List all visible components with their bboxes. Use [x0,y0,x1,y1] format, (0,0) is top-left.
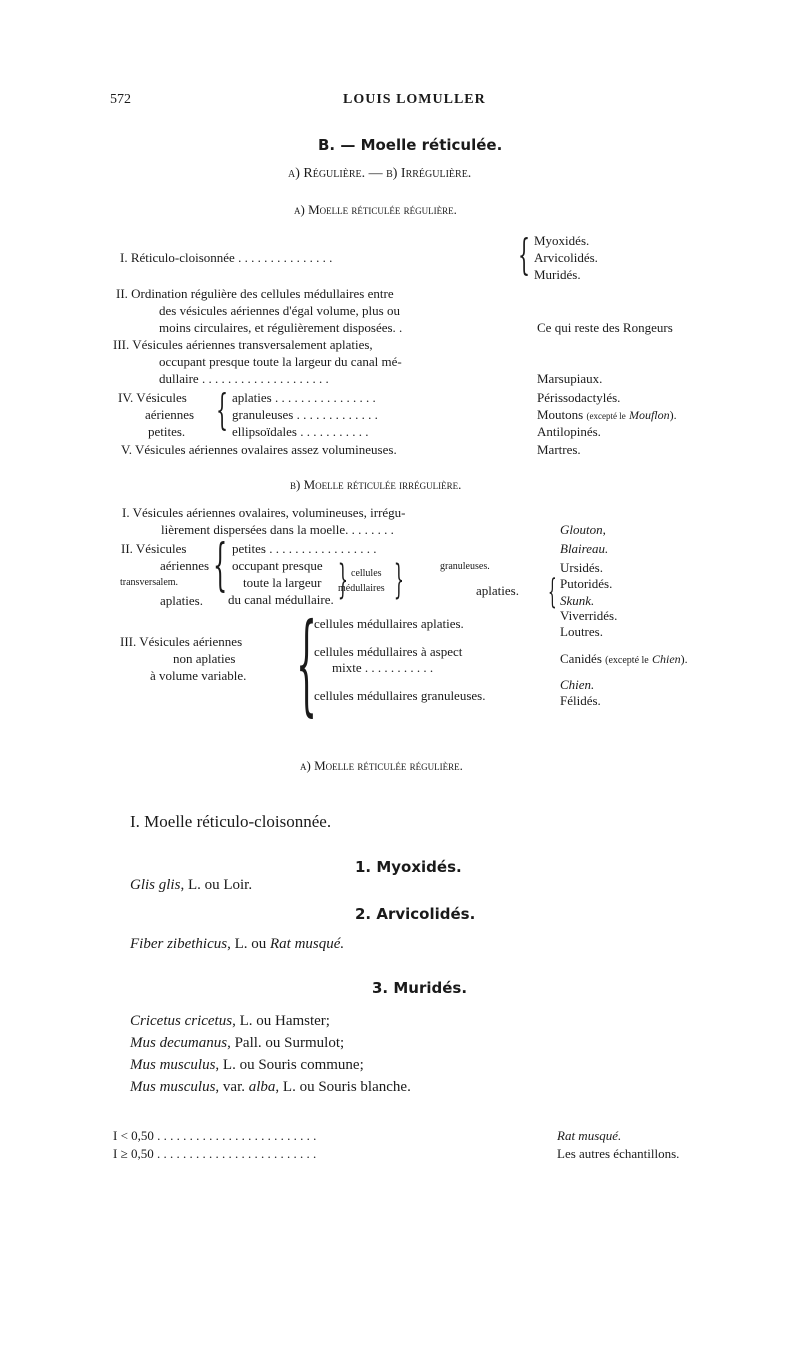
table-a-row4-item2: granuleuses . . . . . . . . . . . . . [232,407,378,422]
kind-granuleuses: granuleuses. [440,561,490,572]
family-title-arvicolides: 2. Arvicolidés. [355,905,476,923]
cellules-label: cellules [351,568,382,579]
animal-murides: Muridés. [534,267,581,282]
animal-glouton: Glouton, [560,522,606,537]
table-b-row3-item1: cellules médullaires aplaties. [314,616,464,631]
brace: { [393,557,404,603]
brace: { [548,572,557,612]
animal-loutres: Loutres. [560,624,603,639]
animal-skunk: Skunk. [560,593,595,608]
index-result-autres: Les autres échantillons. [557,1146,680,1161]
table-b-row2-left1: II. Vésicules [121,541,187,556]
animal-canides: Canidés (excepté le Chien). [560,651,688,666]
table-a-row4-left1: IV. Vésicules [118,390,187,405]
table-a-title: a) Moelle réticulée régulière. [294,202,457,217]
running-title: LOUIS LOMULLER [343,92,486,107]
chapter-heading: I. Moelle réticulo-cloisonnée. [130,812,332,831]
animal-blaireau: Blaireau. [560,541,609,556]
index-line-lt: I < 0,50 . . . . . . . . . . . . . . . . . . . . . . . . . [113,1128,317,1143]
table-b-row2-item1: petites . . . . . . . . . . . . . . . . . [232,541,377,556]
table-b-row2-left3: transversalem. [120,577,179,588]
medullaires-label: médullaires [338,583,385,594]
species-mus-musculus: Mus musculus, L. ou Souris commune; [130,1057,364,1073]
species-mus-decumanus: Mus decumanus, Pall. ou Surmulot; [130,1035,345,1051]
table-a-row2-line2: des vésicules aériennes d'égal volume, plus ou [159,303,400,318]
table-b-row2-item2: occupant presque [232,558,323,573]
table-b-row3-left2: non aplaties [173,651,236,666]
species-mus-musculus-alba: Mus musculus, var. alba, L. ou Souris blanche. [130,1079,411,1095]
table-a-row3-line2: occupant presque toute la largeur du canal mé- [159,354,402,369]
table-a-row4-item1: aplaties . . . . . . . . . . . . . . . . [232,390,376,405]
animal-marsupiaux: Marsupiaux. [537,371,603,386]
index-line-ge: I ≥ 0,50 . . . . . . . . . . . . . . . . . . . . . . . . . [113,1146,317,1161]
table-b-row2-item3: toute la largeur [243,575,322,590]
section-title: B. — Moelle réticulée. [318,136,503,154]
table-b-row1-line1: I. Vésicules aériennes ovalaires, volumineuses, irrégu- [122,505,406,520]
family-title-murides: 3. Muridés. [372,979,468,997]
table-a-row4-item3: ellipsoïdales . . . . . . . . . . . [232,424,369,439]
page-number: 572 [110,92,131,107]
index-result-rat: Rat musqué. [557,1128,622,1143]
table-b-title: b) Moelle réticulée irrégulière. [290,477,462,492]
table-a-row2-line1: II. Ordination régulière des cellules médullaires entre [116,286,394,301]
table-b-row2-left4: aplaties. [160,593,203,608]
animal-ursides: Ursidés. [560,560,603,575]
table-b-row3-left3: à volume variable. [150,668,247,683]
table-b-row2-item4: du canal médullaire. [228,592,334,607]
animal-rongeurs: Ce qui reste des Rongeurs [537,320,673,335]
table-a-row2-line3: moins circulaires, et régulièrement disposées. . [159,320,403,335]
species-glis: Glis glis, L. ou Loir. [130,877,253,893]
table-a-row5-label: V. Vésicules aériennes ovalaires assez volumineuses. [121,442,397,457]
animal-viverrides: Viverridés. [560,608,618,623]
brace: { [213,533,228,598]
animal-antilopines: Antilopinés. [537,424,601,439]
table-b-row3-item4: cellules médullaires granuleuses. [314,688,486,703]
animal-myoxides: Myoxidés. [534,233,590,248]
brace: { [296,599,317,727]
table-a-row4-left3: petites. [148,424,186,439]
table-a-row4-left2: aériennes [145,407,195,422]
repeat-title: a) Moelle réticulée régulière. [300,758,463,773]
table-b-row3-left1: III. Vésicules aériennes [120,634,243,649]
animal-arvicolides: Arvicolidés. [534,250,598,265]
species-fiber: Fiber zibethicus, L. ou Rat musqué. [130,936,345,952]
table-a-row3-line3: dullaire . . . . . . . . . . . . . . . . . . . . [159,371,329,386]
animal-felides: Félidés. [560,693,601,708]
animal-perissodactyles: Périssodactylés. [537,390,621,405]
brace: { [216,385,229,434]
animal-putorides: Putoridés. [560,576,613,591]
table-a-row3-line1: III. Vésicules aériennes transversalement aplaties, [113,337,373,352]
family-title-myoxides: 1. Myoxidés. [355,858,462,876]
species-cricetus: Cricetus cricetus, L. ou Hamster; [130,1013,330,1029]
kind-aplaties: aplaties. [476,583,519,598]
table-a-row1-label: I. Réticulo-cloisonnée . . . . . . . . . . . . . . . [120,250,333,265]
brace: { [337,557,348,603]
section-subdivision: a) Régulière. — b) Irrégulière. [288,166,472,181]
animal-chien: Chien. [560,677,595,692]
table-b-row3-item3: mixte . . . . . . . . . . . [332,660,434,675]
animal-moutons: Moutons (excepté le Mouflon). [537,407,677,422]
table-b-row2-left2: aériennes [160,558,210,573]
table-b-row3-item2: cellules médullaires à aspect [314,644,463,659]
brace: { [518,230,531,279]
animal-martres: Martres. [537,442,581,457]
table-b-row1-line2: lièrement dispersées dans la moelle. . . . . . . . [161,522,394,537]
